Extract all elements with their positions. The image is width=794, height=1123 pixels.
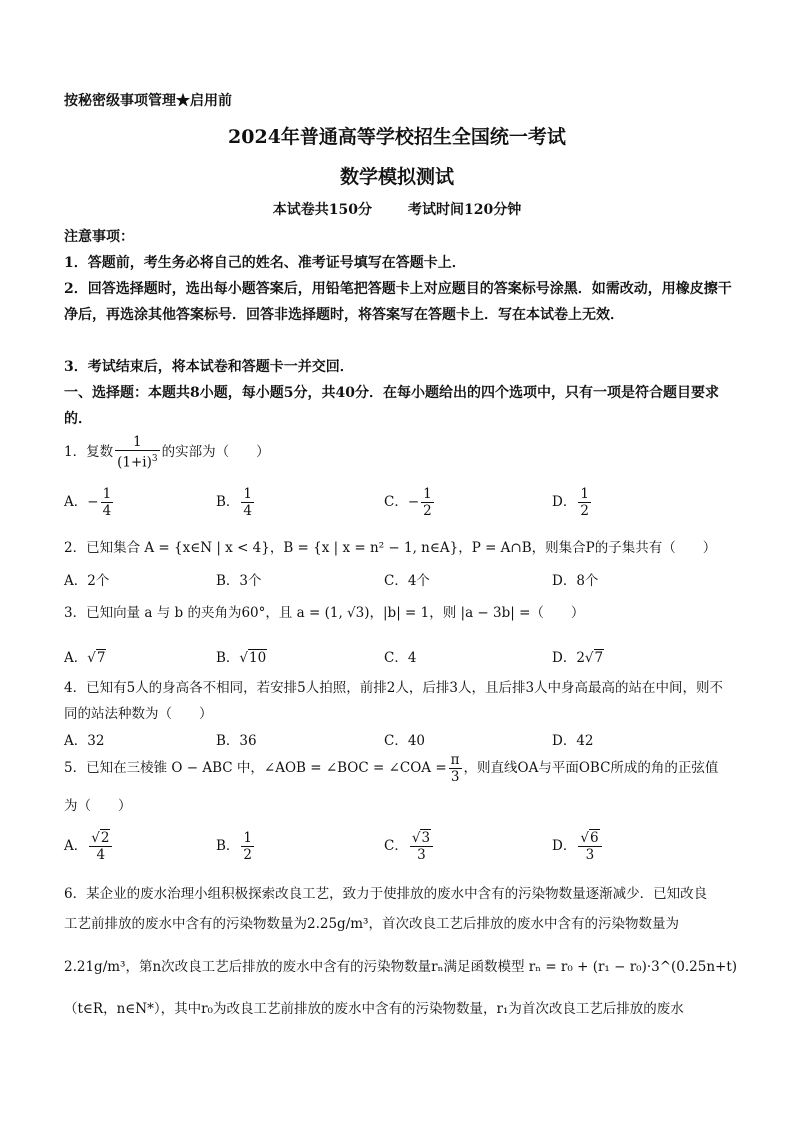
q1b-num: 1: [243, 486, 253, 502]
q4-option-d[interactable]: D．42: [552, 733, 594, 749]
q5d-label: D．: [552, 838, 577, 854]
q1c-den: 2: [423, 503, 432, 519]
q1d-frac: [578, 486, 591, 519]
q1-frac-den: [115, 451, 160, 471]
q1d-num: 1: [580, 486, 589, 502]
question-4: 4．已知有5人的身高各不相同，若安排5人拍照，前排2人，后排3人，且后排3人中身高最高的站在中间，则不同的站法种数为（ ）: [64, 680, 724, 722]
q1a-num: 1: [102, 486, 112, 502]
q4-option-c[interactable]: C．40: [384, 733, 426, 749]
q3a-rad: 7: [96, 650, 106, 666]
notice-heading: 注意事项：: [64, 229, 134, 245]
q5-option-b[interactable]: [216, 830, 256, 863]
question-3: 3．已知向量 a 与 b 的夹角为60°，且 a = (1, √3)，|b| = 1，则 |a − 3b| =（ ）: [64, 605, 585, 621]
q1a-sign: −: [87, 494, 99, 510]
q1-den-base: (1+i): [117, 454, 152, 471]
q5c-den: 3: [417, 847, 426, 863]
q4-option-b[interactable]: B．36: [216, 733, 257, 749]
question-6-line4: （t∈R，n∈N*），其中r₀为改良工艺前排放的废水中含有的污染物数量，r₁为首次改良工艺后排放的废水: [64, 1001, 684, 1017]
q3-option-b[interactable]: B．√10: [216, 650, 267, 666]
question-5: [64, 752, 718, 785]
q5c-num: √3: [410, 830, 433, 847]
secret-label: 按秘密级事项管理★启用前: [64, 93, 232, 109]
q5c-label: C．: [384, 838, 408, 854]
q5a-rad: 2: [100, 830, 110, 846]
question-6-line3: 2.21g/m³，第n次改良工艺后排放的废水中含有的污染物数量rₙ满足函数模型 rₙ = r₀ + (r₁ − r₀)·3^(0.25n+t): [64, 959, 738, 975]
q5d-rad: 6: [589, 830, 599, 846]
q5c-frac: [410, 830, 433, 863]
notice-item-2: 2．回答选择题时，选出每小题答案后，用铅笔把答题卡上对应题目的答案标号涂黑．如需改动，用橡皮擦干净后，再选涂其他答案标号．回答非选择题时，将答案写在答题卡上．写在本试卷上无效．: [64, 281, 732, 323]
q3d-coef: 2: [576, 650, 585, 666]
q3d-label: D．: [552, 650, 577, 666]
q2-option-b[interactable]: B．3个: [216, 573, 262, 589]
question-5-line2: 为（ ）: [64, 798, 132, 814]
q3a-label: A．: [64, 650, 88, 666]
score-info: 本试卷共150分: [272, 202, 372, 218]
q5a-den: 4: [96, 847, 106, 863]
q3b-label: B．: [216, 650, 240, 666]
q1-den-exp: 3: [151, 454, 158, 464]
q2-option-d[interactable]: D．8个: [552, 573, 599, 589]
q1d-den: 2: [580, 503, 589, 519]
q1d-label: D．: [552, 494, 577, 510]
q1c-label: C．: [384, 494, 408, 510]
q5c-rad: 3: [421, 830, 431, 846]
q5a-label: A．: [64, 838, 88, 854]
q1-text-post: 的实部为（ ）: [161, 443, 270, 460]
question-6-line1: 6．某企业的废水治理小组积极探索改良工艺，致力于使排放的废水中含有的污染物数量逐渐减少．已知改良: [64, 886, 708, 902]
q1a-den: 4: [102, 503, 112, 519]
q5-text-pre: 5．已知在三棱锥 O − ABC 中，∠AOB = ∠BOC = ∠COA =: [64, 760, 447, 776]
q5-option-d[interactable]: [552, 830, 604, 863]
question-6-line2: 工艺前排放的废水中含有的污染物数量为2.25g/m³，首次改良工艺后排放的废水中含有的污染物数量为: [64, 916, 679, 932]
q3d-rad: 7: [594, 650, 604, 666]
q1-fraction: [115, 434, 160, 471]
exam-subtitle: 数学模拟测试: [339, 166, 454, 188]
notice-item-1: 1．答题前，考生务必将自己的姓名、准考证号填写在答题卡上．: [64, 255, 466, 271]
q1-option-c[interactable]: [384, 486, 436, 519]
q5b-frac: [241, 830, 254, 863]
section-heading: 一、选择题：本题共8小题，每小题5分，共40分．在每小题给出的四个选项中，只有一项是符合题目要求的．: [64, 385, 719, 427]
q5b-num: 1: [243, 830, 253, 846]
q1a-label: A．: [64, 494, 88, 510]
q1-frac-num: 1: [115, 434, 160, 451]
q5b-label: B．: [216, 838, 240, 854]
q2-option-a[interactable]: A．2个: [64, 573, 110, 589]
q1a-frac: [101, 486, 114, 519]
exam-info: [0, 199, 794, 219]
notice-item-3: 3．考试结束后，将本试卷和答题卡一并交回．: [64, 359, 354, 375]
q1b-label: B．: [216, 494, 240, 510]
q5d-den: 3: [585, 847, 595, 863]
question-2: 2．已知集合 A = {x∈N | x < 4}，B = {x | x = n² − 1, n∈A}，P = A∩B，则集合P的子集共有（ ）: [64, 540, 717, 556]
question-1: [64, 434, 270, 471]
q1c-num: 1: [423, 486, 432, 502]
q1b-frac: [241, 486, 254, 519]
q4-option-a[interactable]: A．32: [64, 733, 105, 749]
q1c-sign: −: [407, 494, 420, 510]
q1-option-b[interactable]: [216, 486, 256, 519]
exam-title: 2024年普通高等学校招生全国统一考试: [228, 126, 566, 148]
q5-option-a[interactable]: [64, 830, 114, 863]
q5b-den: 2: [243, 847, 253, 863]
q5-frac-num: π: [450, 752, 460, 768]
q5-frac-den: 3: [450, 769, 460, 785]
q5d-num: √6: [578, 830, 601, 847]
q2-option-c[interactable]: C．4个: [384, 573, 430, 589]
q1c-frac: [421, 486, 434, 519]
q1-option-a[interactable]: [64, 486, 115, 519]
q5a-frac: [89, 830, 112, 863]
q1-option-d[interactable]: [552, 486, 593, 519]
q3-option-d[interactable]: D．2√7: [552, 650, 604, 666]
q1b-den: 4: [243, 503, 253, 519]
q5a-num: √2: [89, 830, 112, 847]
q3b-rad: 10: [249, 650, 267, 666]
q5d-frac: [578, 830, 601, 863]
q1-text-pre: 1．复数: [64, 443, 114, 460]
q3-option-a[interactable]: A．√7: [64, 650, 106, 666]
q5-text-post: ，则直线OA与平面OBC所成的角的正弦值: [463, 760, 719, 776]
q3-option-c[interactable]: C．4: [384, 650, 417, 666]
q5-option-c[interactable]: [384, 830, 435, 863]
q5-fraction: [449, 752, 462, 785]
time-info: 考试时间120分钟: [408, 202, 522, 218]
